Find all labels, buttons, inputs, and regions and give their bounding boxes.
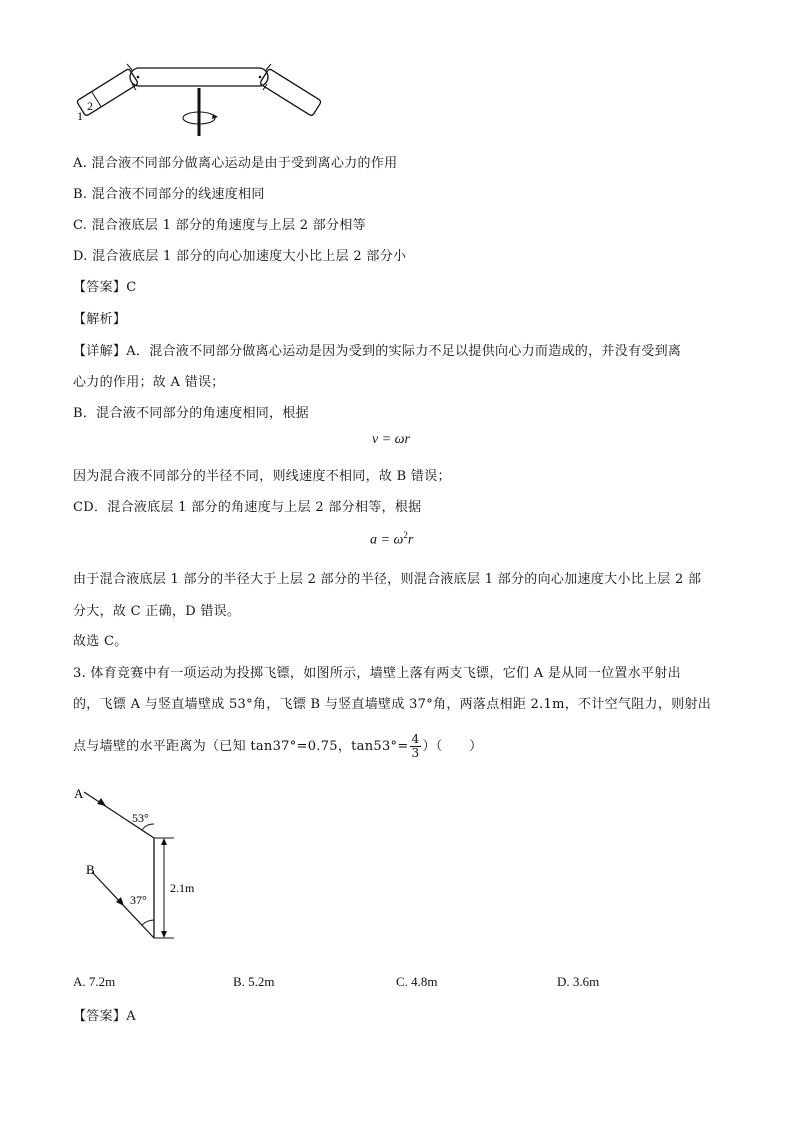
q3-option-b: B. 5.2m [233, 974, 275, 989]
formula-a-tail: r [407, 532, 414, 548]
detail-line-2: 心力的作用；故 A 错误； [73, 375, 225, 390]
centrifuge-figure [70, 62, 330, 142]
angle-53-label: 53° [132, 811, 149, 825]
dart-a-label: A [74, 786, 84, 801]
detail-line-cd3: 分大，故 C 正确，D 错误。 [73, 604, 241, 619]
q2-option-d: D. 混合液底层 1 部分的向心加速度大小比上层 2 部分小 [73, 249, 407, 264]
q2-option-c: C. 混合液底层 1 部分的角速度与上层 2 部分相等 [73, 218, 366, 233]
formula-a-exp: 2 [403, 530, 408, 540]
q3-answer-value: A [126, 1009, 136, 1024]
q3-line-1: 3. 体育竞赛中有一项运动为投掷飞镖，如图所示，墙壁上落有两支飞镖，它们 A 是从同一位置水平射出 [73, 666, 681, 681]
fraction [410, 733, 422, 760]
formula-a-base: a = ω [370, 532, 404, 548]
conclusion: 故选 C。 [73, 634, 128, 649]
answer-value: C [126, 280, 137, 295]
tube-label-2: 2 [87, 99, 93, 113]
detail-line-b2: 因为混合液不同部分的半径不同，则线速度不相同，故 B 错误； [73, 469, 451, 484]
q3-line-3-text: 点与墙壁的水平距离为（已知 tan37°=0.75，tan53°= [73, 739, 409, 754]
q2-answer-line [73, 276, 136, 295]
analysis-tag: 【解析】 [73, 312, 127, 327]
q3-option-a: A. 7.2m [73, 974, 116, 989]
darts-figure [70, 782, 230, 947]
q3-line-3 [73, 733, 483, 760]
angle-37-label: 37° [130, 893, 147, 907]
answer-tag: 【答案】 [73, 280, 127, 295]
distance-label: 2.1m [170, 881, 195, 895]
q3-option-d: D. 3.6m [557, 974, 600, 989]
detail-line-1 [73, 340, 681, 359]
q3-option-c: C. 4.8m [396, 974, 438, 989]
q3-answer-tag: 【答案】 [73, 1009, 127, 1024]
detail-line-cd: CD．混合液底层 1 部分的角速度与上层 2 部分相等，根据 [73, 500, 422, 515]
q3-answer-line [73, 1005, 136, 1024]
formula-v: v = ωr [372, 432, 410, 447]
fraction-denominator: 3 [411, 746, 420, 760]
fraction-numerator: 4 [411, 732, 420, 746]
detail-text-1: A．混合液不同部分做离心运动是因为受到的实际力不足以提供向心力而造成的，并没有受到离 [126, 344, 682, 359]
q2-option-b: B. 混合液不同部分的线速度相同 [73, 187, 265, 202]
dart-b-label: B [86, 862, 95, 877]
q3-line-2: 的，飞镖 A 与竖直墙壁成 53°角，飞镖 B 与竖直墙壁成 37°角，两落点相距 2.1m，不计空气阻力，则射出 [73, 697, 712, 712]
formula-a [370, 530, 413, 549]
detail-line-b: B．混合液不同部分的角速度相同，根据 [73, 406, 309, 421]
tube-label-1: 1 [77, 109, 83, 123]
detail-tag: 【详解】 [73, 344, 127, 359]
q3-line-3-tail: ）（ ） [422, 739, 483, 754]
detail-line-cd2: 由于混合液底层 1 部分的半径大于上层 2 部分的半径，则混合液底层 1 部分的向心加速度大小比上层 2 部 [73, 572, 702, 587]
q2-option-a: A. 混合液不同部分做离心运动是由于受到离心力的作用 [73, 156, 398, 171]
